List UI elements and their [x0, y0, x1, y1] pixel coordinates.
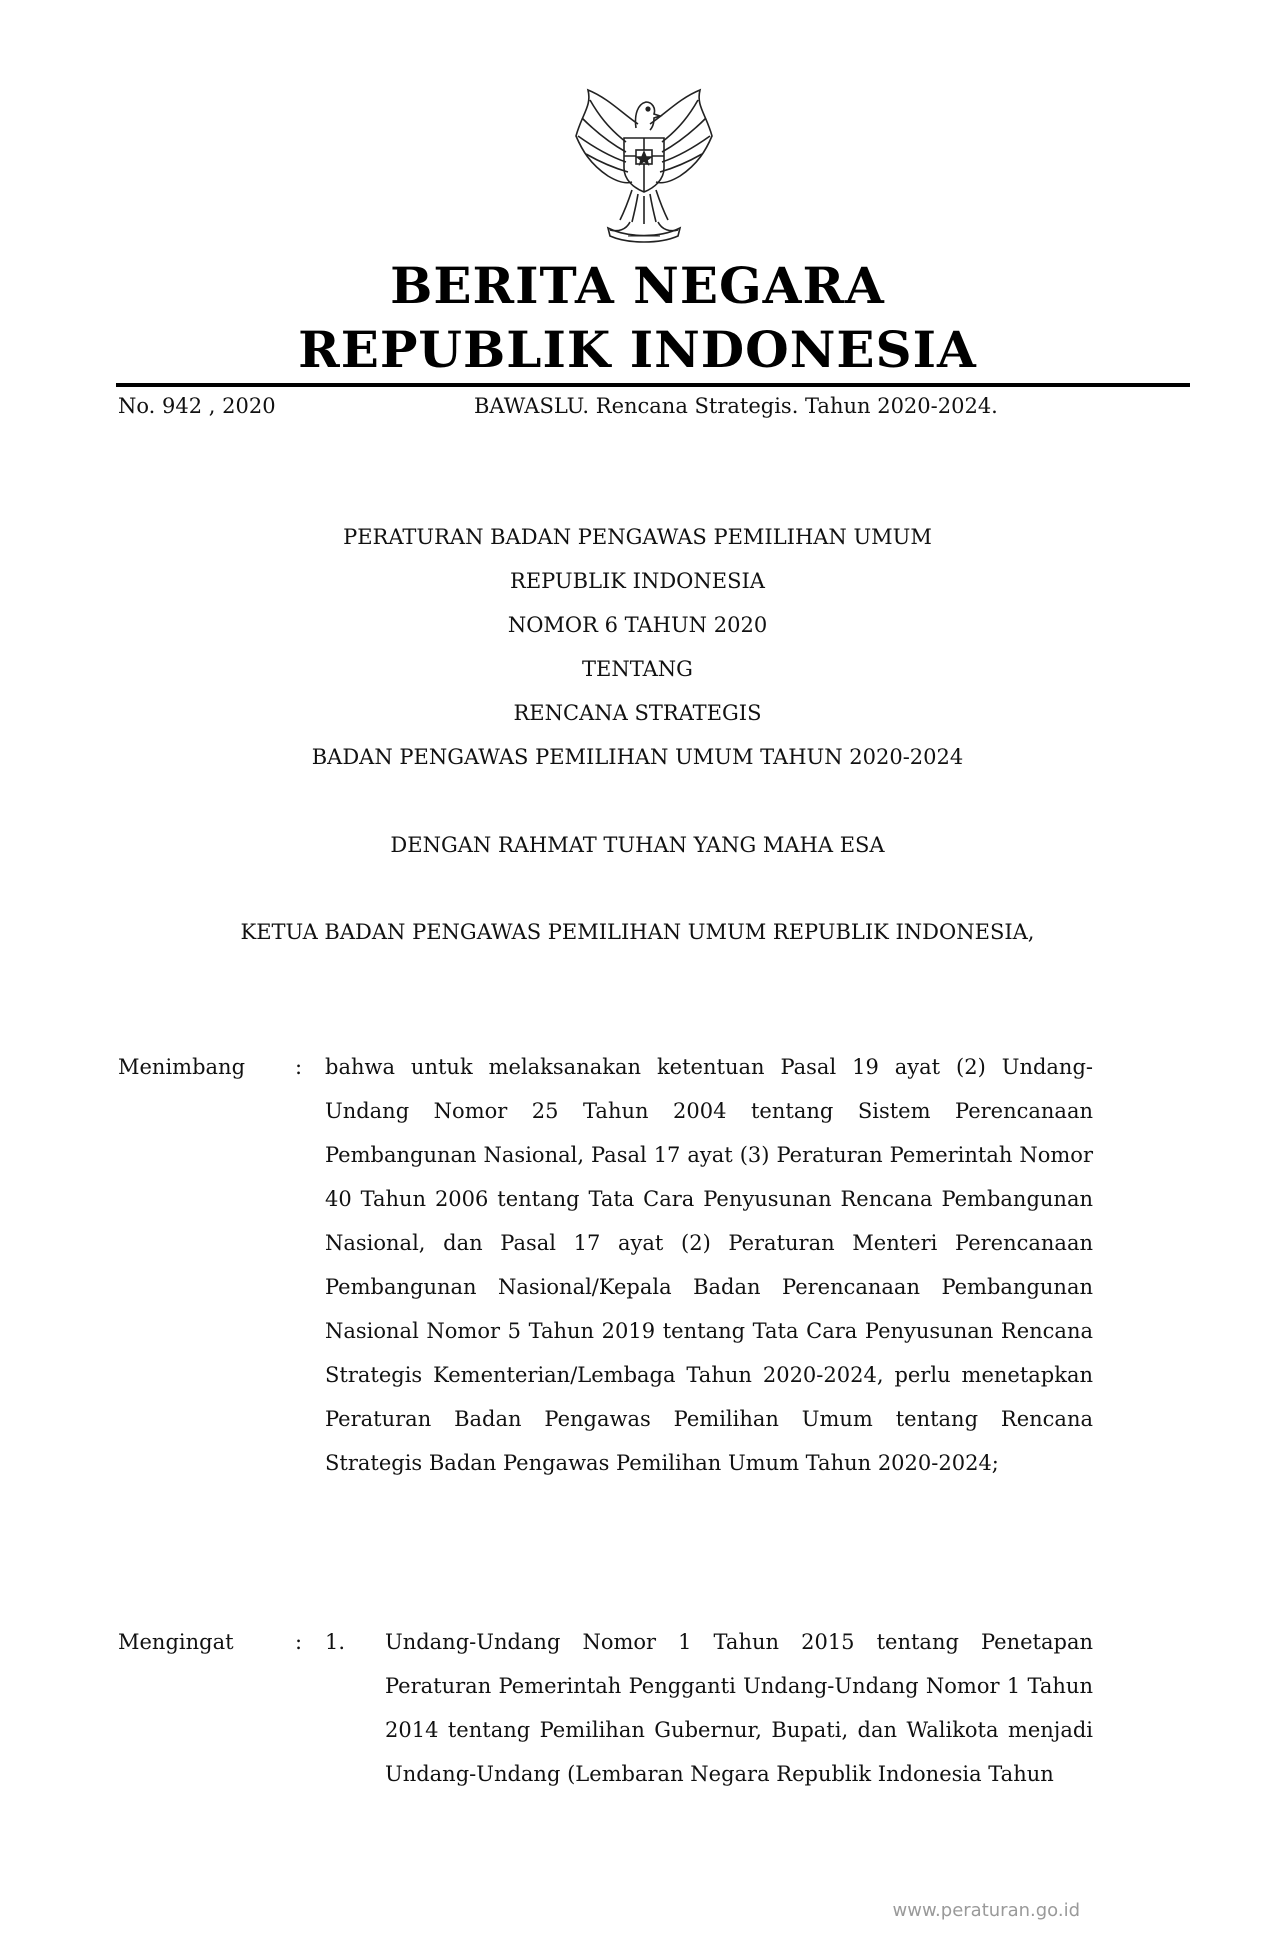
- mengingat-label: Mengingat: [118, 1630, 234, 1654]
- mengingat-colon: :: [295, 1630, 303, 1654]
- masthead-rule: [116, 383, 1190, 387]
- official-block: [0, 910, 1275, 954]
- masthead-title-line2: REPUBLIK INDONESIA: [298, 320, 977, 379]
- official-title: KETUA BADAN PENGAWAS PEMILIHAN UMUM REPUBLIK INDONESIA,: [240, 920, 1035, 944]
- source-watermark: www.peraturan.go.id: [892, 1900, 1080, 1921]
- regulation-title-line: PERATURAN BADAN PENGAWAS PEMILIHAN UMUM: [343, 525, 932, 549]
- regulation-title-line: RENCANA STRATEGIS: [513, 701, 762, 725]
- menimbang-label: Menimbang: [118, 1055, 246, 1079]
- regulation-title-line: REPUBLIK INDONESIA: [510, 569, 765, 593]
- invocation-block: [0, 823, 1275, 867]
- gazette-number: No. 942 , 2020: [118, 394, 276, 418]
- gazette-category: BAWASLU. Rencana Strategis. Tahun 2020-2024.: [474, 394, 998, 418]
- masthead-title-line1: BERITA NEGARA: [390, 256, 885, 315]
- regulation-title-block: [0, 515, 1275, 779]
- mengingat-item-number: 1.: [325, 1630, 346, 1654]
- regulation-title-line: NOMOR 6 TAHUN 2020: [507, 613, 768, 637]
- menimbang-colon: :: [295, 1055, 303, 1079]
- garuda-emblem: [568, 84, 720, 244]
- menimbang-text: bahwa untuk melaksanakan ketentuan Pasal 19 ayat (2) Undang-Undang Nomor 25 Tahun 2004 tentang Sistem Perencanaan Pembangunan Nasional, Pasal 17 ayat (3) Peraturan Pemerintah Nomor 40 Tahun 2006 tentang Tata Cara Penyusunan Rencana Pembangunan Nasional, dan Pasal 17 ayat (2) Peraturan Menteri Perencanaan Pembangunan Nasional/Kepala Badan Perencanaan Pembangunan Nasional Nomor 5 Tahun 2019 tentang Tata Cara Penyusunan Rencana Strategis Kementerian/Lembaga Tahun 2020-2024, perlu menetapkan Peraturan Badan Pengawas Pemilihan Umum tentang Rencana Strategis Badan Pengawas Pemilihan Umum Tahun 2020-2024;: [325, 1055, 1093, 1475]
- mengingat-item-text: Undang-Undang Nomor 1 Tahun 2015 tentang Penetapan Peraturan Pemerintah Pengganti Undang-Undang Nomor 1 Tahun 2014 tentang Pemilihan Gubernur, Bupati, dan Walikota menjadi Undang-Undang (Lembaran Negara Republik Indonesia Tahun: [385, 1630, 1093, 1786]
- invocation: DENGAN RAHMAT TUHAN YANG MAHA ESA: [390, 833, 885, 857]
- regulation-title-line: TENTANG: [582, 657, 693, 681]
- regulation-title-line: BADAN PENGAWAS PEMILIHAN UMUM TAHUN 2020-2024: [311, 745, 964, 769]
